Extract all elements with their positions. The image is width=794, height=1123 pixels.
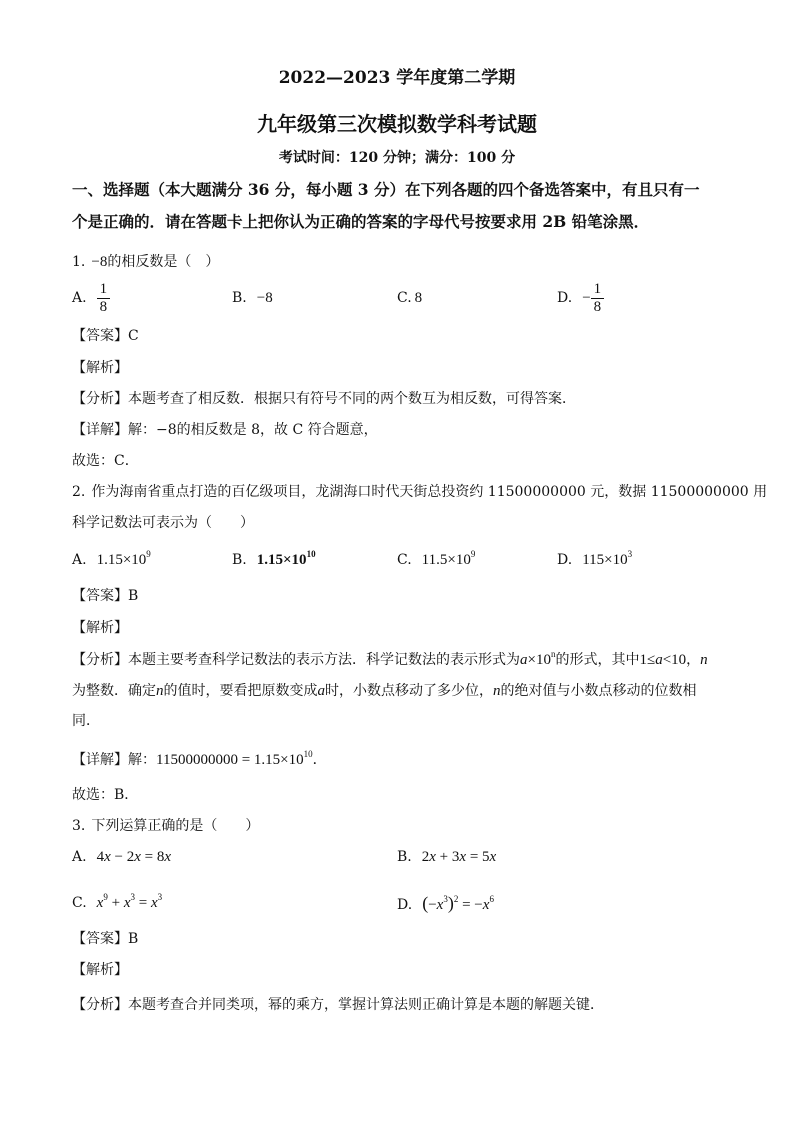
fraction bbox=[591, 281, 605, 316]
answer-line: 【答案】B bbox=[72, 931, 139, 947]
option-label: C. bbox=[397, 552, 412, 568]
option-a bbox=[72, 540, 151, 580]
question-3-stem bbox=[72, 814, 259, 838]
fraction-numerator: 1 bbox=[591, 281, 605, 299]
option-c bbox=[397, 278, 422, 318]
math-variable: x bbox=[489, 849, 497, 865]
section-heading-line1: 一、选择题（本大题满分 36 分，每小题 3 分）在下列各题的四个备选答案中，有且只有一 bbox=[72, 180, 700, 199]
math-term: = x bbox=[138, 895, 158, 911]
detail-line: 【详解】解：−8的相反数是 8，故 C 符合题意， bbox=[72, 422, 378, 438]
option-expression: 2x + 3x = 5x bbox=[421, 849, 497, 865]
analysis-line3: 同． bbox=[72, 713, 100, 729]
open-paren: ( bbox=[422, 893, 429, 913]
option-value: 8 bbox=[414, 290, 423, 306]
math-variable: x bbox=[436, 897, 444, 913]
math-variable: x bbox=[104, 849, 111, 865]
exponent: 9 bbox=[103, 892, 108, 903]
exponent: 9 bbox=[146, 549, 151, 560]
math-variable: n bbox=[700, 652, 708, 668]
option-d bbox=[397, 883, 494, 923]
exponent: n bbox=[550, 649, 556, 660]
jiexi-label: 【解析】 bbox=[72, 962, 128, 978]
jiexi-label: 【解析】 bbox=[72, 620, 128, 636]
question-3-options-row1 bbox=[0, 837, 794, 877]
exam-title: 九年级第三次模拟数学科考试题 bbox=[257, 112, 537, 136]
jiexi-label: 【解析】 bbox=[72, 360, 128, 376]
option-label: C. bbox=[397, 290, 412, 306]
math-variable: a bbox=[655, 652, 663, 668]
option-a bbox=[72, 278, 110, 318]
fraction bbox=[97, 281, 111, 316]
section-heading-line2: 个是正确的．请在答题卡上把你认为正确的答案的字母代号按要求用 2B 铅笔涂黑． bbox=[72, 212, 650, 231]
math-variable-a bbox=[318, 683, 326, 699]
option-b bbox=[232, 278, 273, 318]
question-3-options-row2 bbox=[0, 883, 794, 923]
analysis-line: 【分析】本题考查了相反数．根据只有符号不同的两个数互为相反数，可得答案． bbox=[72, 391, 576, 407]
answer-line: 【答案】B bbox=[72, 588, 139, 604]
question-number: 3. bbox=[72, 818, 86, 834]
question-1-options bbox=[0, 278, 794, 318]
answer-line: 【答案】C bbox=[72, 328, 139, 344]
option-b bbox=[397, 837, 496, 877]
math-variable: x bbox=[96, 895, 104, 911]
option-label: A. bbox=[72, 290, 87, 306]
choose-line: 故选：B． bbox=[72, 787, 139, 803]
fraction-denominator: 8 bbox=[593, 298, 602, 315]
exponent: 2 bbox=[453, 894, 459, 905]
analysis-text: 时，小数点移动了多少位， bbox=[325, 683, 493, 699]
fraction-numerator: 1 bbox=[97, 281, 111, 299]
math-variable: n bbox=[493, 683, 501, 699]
option-value: 11.5×10 bbox=[421, 552, 471, 568]
option-label: C. bbox=[72, 895, 87, 911]
analysis-text: 的形式，其中 bbox=[555, 652, 640, 668]
math-variable: x bbox=[164, 849, 172, 865]
option-value: 115×10 bbox=[582, 552, 628, 568]
analysis-text: 为整数．确定 bbox=[72, 683, 156, 699]
option-d bbox=[557, 278, 604, 318]
option-label: B. bbox=[397, 849, 412, 865]
exponent: 10 bbox=[303, 749, 313, 760]
option-label: B. bbox=[232, 290, 247, 306]
option-d bbox=[557, 540, 632, 580]
exponent: 3 bbox=[443, 894, 448, 905]
option-label: A. bbox=[72, 849, 87, 865]
exponent: 3 bbox=[130, 892, 135, 903]
close-paren: ) bbox=[447, 893, 454, 913]
exponent: 3 bbox=[157, 892, 163, 903]
math-expression: a×10 bbox=[520, 652, 551, 668]
option-c bbox=[72, 883, 162, 923]
math-expression: −8 bbox=[91, 254, 108, 270]
math-variable: x bbox=[429, 849, 436, 865]
fraction-denominator: 8 bbox=[99, 298, 108, 315]
math-variable: x bbox=[134, 849, 141, 865]
math-variable: x bbox=[459, 849, 467, 865]
question-text: 下列运算正确的是（ ） bbox=[91, 818, 260, 834]
option-label: A. bbox=[72, 552, 87, 568]
exponent: 6 bbox=[489, 894, 494, 905]
math-term: = −x bbox=[462, 897, 490, 913]
question-2-stem-line1 bbox=[72, 480, 767, 504]
math-variable: x bbox=[150, 895, 158, 911]
question-2-options bbox=[0, 540, 794, 580]
option-value: −8 bbox=[256, 290, 273, 306]
question-1-stem bbox=[72, 250, 219, 274]
math-term: −x bbox=[428, 897, 444, 913]
exam-info: 考试时间：120 分钟；满分：100 分 bbox=[278, 150, 516, 166]
detail-suffix: ． bbox=[312, 752, 327, 768]
option-c bbox=[397, 540, 475, 580]
analysis-line: 【分析】本题考查合并同类项，幂的乘方，掌握计算法则正确计算是本题的解题关键． bbox=[72, 997, 604, 1013]
math-variable-n bbox=[156, 683, 164, 699]
math-variable: x bbox=[123, 895, 131, 911]
option-label: D. bbox=[557, 552, 573, 568]
detail-prefix: 【详解】解： bbox=[72, 752, 156, 768]
analysis-line2 bbox=[72, 679, 697, 703]
math-variable-n bbox=[493, 683, 501, 699]
question-text: 的相反数是（ ） bbox=[107, 254, 220, 270]
analysis-text: 的值时，要看把原数变成 bbox=[163, 683, 318, 699]
detail-line bbox=[72, 748, 327, 772]
option-expression: 4x − 2x = 8x bbox=[96, 849, 172, 865]
math-variable: x bbox=[482, 897, 490, 913]
exponent: 3 bbox=[627, 549, 633, 560]
question-2-stem-line2: 科学记数法可表示为（ ） bbox=[72, 515, 254, 531]
option-value: 1.15×10 bbox=[256, 552, 307, 568]
math-variable: a bbox=[317, 683, 325, 699]
option-value: 1.15×10 bbox=[96, 552, 147, 568]
year-term-heading: 2022—2023 学年度第二学期 bbox=[278, 68, 516, 88]
minus-sign: − bbox=[582, 290, 591, 306]
analysis-text: 的绝对值与小数点移动的位数相 bbox=[500, 683, 697, 699]
question-number: 2. bbox=[72, 484, 86, 500]
math-expression: 11500000000 = 1.15×10 bbox=[156, 752, 304, 768]
exponent: 10 bbox=[306, 549, 316, 560]
question-text: 作为海南省重点打造的百亿级项目，龙湖海口时代天街总投资约 11500000000 元，数据 11500000000 用 bbox=[91, 484, 768, 500]
option-label: D. bbox=[397, 897, 413, 913]
analysis-line1 bbox=[72, 648, 708, 672]
option-label: D. bbox=[557, 290, 573, 306]
option-label: B. bbox=[232, 552, 247, 568]
question-number: 1. bbox=[72, 254, 86, 270]
math-variable: n bbox=[156, 683, 164, 699]
math-expression: 1≤a<10 bbox=[639, 652, 687, 668]
option-a bbox=[72, 837, 171, 877]
analysis-text: ， bbox=[686, 652, 701, 668]
choose-line: 故选：C． bbox=[72, 453, 139, 469]
analysis-text: 【分析】本题主要考查科学记数法的表示方法．科学记数法的表示形式为 bbox=[72, 652, 520, 668]
math-variable: a bbox=[520, 652, 528, 668]
option-b bbox=[232, 540, 316, 580]
exponent: 9 bbox=[470, 549, 476, 560]
math-term: + x bbox=[111, 895, 131, 911]
math-variable-n bbox=[700, 652, 708, 668]
